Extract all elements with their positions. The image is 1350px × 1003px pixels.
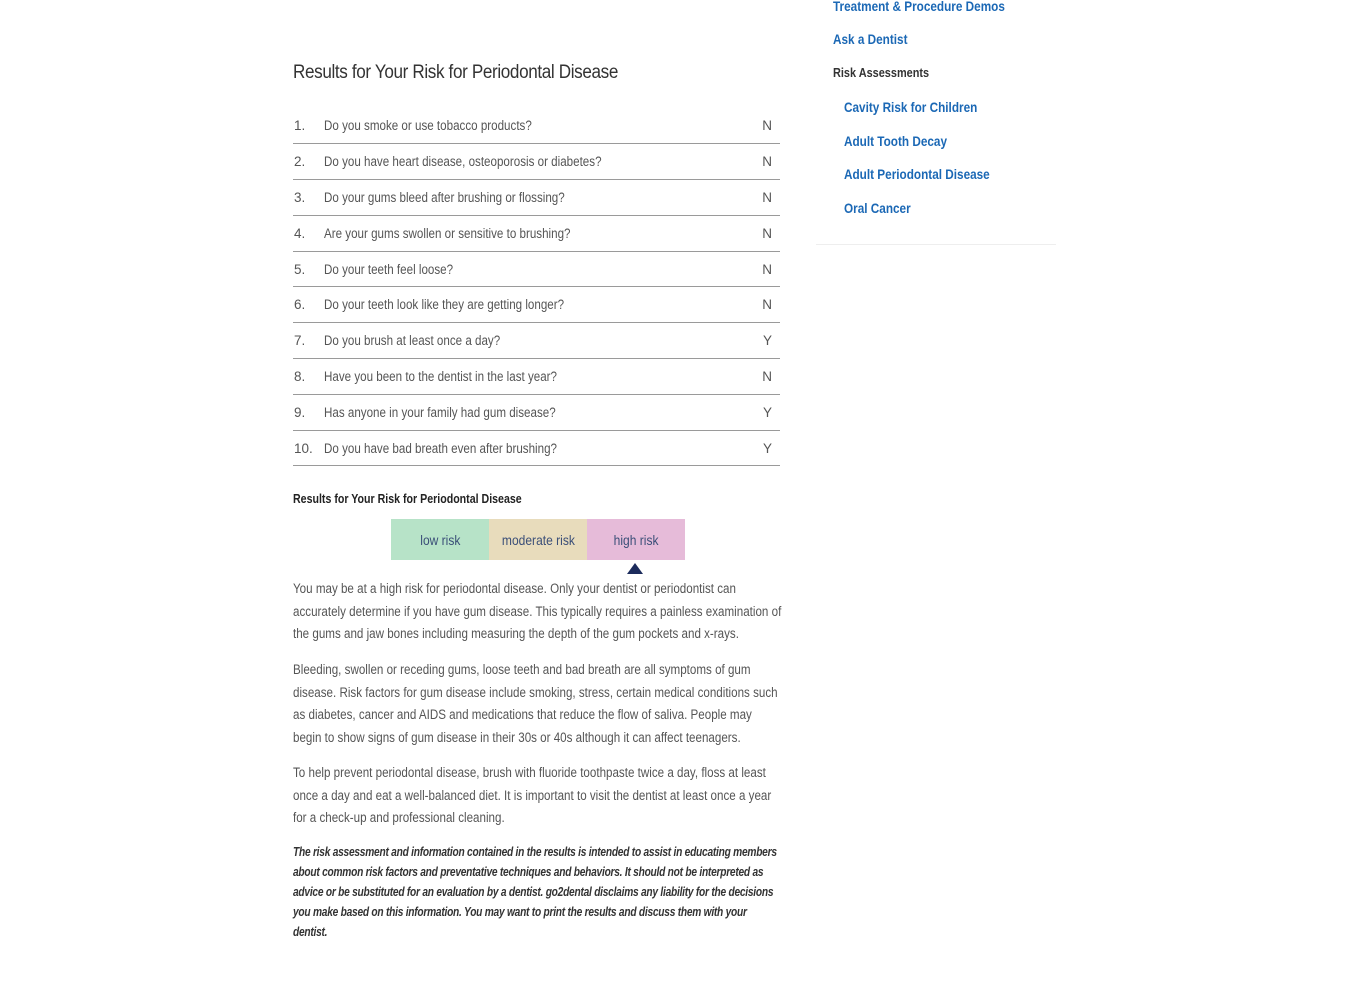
risk-high-segment xyxy=(587,519,685,560)
table-row xyxy=(293,430,780,466)
page-title: Results for Your Risk for Periodontal Disease xyxy=(293,62,619,83)
table-row xyxy=(293,394,780,430)
sidebar-item-ask-dentist[interactable]: Ask a Dentist xyxy=(833,31,908,47)
question-text-cell xyxy=(324,144,742,180)
question-text: Do you have heart disease, osteoporosis or diabetes? xyxy=(324,154,602,170)
risk-moderate-label: moderate risk xyxy=(501,531,575,548)
sidebar-item-adult-periodontal[interactable]: Adult Periodontal Disease xyxy=(844,166,990,182)
question-text: Has anyone in your family had gum disease? xyxy=(324,404,556,420)
question-number: 4. xyxy=(294,225,306,241)
table-row xyxy=(293,287,780,323)
question-text-cell xyxy=(324,394,742,430)
risk-pointer-icon xyxy=(627,563,643,574)
sidebar-item-cavity-children[interactable]: Cavity Risk for Children xyxy=(844,99,978,115)
sidebar-nav xyxy=(816,0,1056,245)
question-answer: Y xyxy=(762,333,772,349)
table-row xyxy=(293,215,780,251)
table-row xyxy=(293,108,780,144)
risk-low-segment xyxy=(391,519,489,560)
question-answer: Y xyxy=(762,404,772,420)
risk-meter xyxy=(391,519,685,560)
question-answer: N xyxy=(762,297,772,313)
questions-table xyxy=(293,108,780,466)
prevention-paragraph: To help prevent periodontal disease, brush with fluoride toothpaste twice a day, floss at least once a day and eat a well-balanced diet. It is important to visit the dentist at least once a year for a check-up and professional cleaning. xyxy=(293,765,772,826)
question-answer: N xyxy=(762,154,772,170)
sidebar-section-risk-assessments: Risk Assessments xyxy=(833,65,930,80)
question-text-cell xyxy=(324,359,742,395)
question-number: 7. xyxy=(294,333,306,349)
question-text: Do your teeth feel loose? xyxy=(324,261,454,277)
question-number: 9. xyxy=(294,404,306,420)
table-row xyxy=(293,359,780,395)
question-answer: N xyxy=(762,189,772,205)
question-number: 6. xyxy=(294,297,306,313)
question-text: Do you have bad breath even after brushing? xyxy=(324,440,558,456)
sidebar-item-adult-tooth-decay[interactable]: Adult Tooth Decay xyxy=(844,133,948,149)
question-answer: Y xyxy=(762,440,772,456)
question-text: Do you brush at least once a day? xyxy=(324,333,501,349)
question-text: Have you been to the dentist in the last year? xyxy=(324,368,558,384)
result-paragraph: You may be at a high risk for periodontal disease. Only your dentist or periodontist can accurately determine if you have gum disease. This typically requires a painless examination of the gums and jaw bones including measuring the depth of the gum pockets and x-rays. xyxy=(293,581,782,642)
question-text-cell xyxy=(324,108,742,144)
table-row xyxy=(293,251,780,287)
question-answer: N xyxy=(762,368,772,384)
question-text: Do you smoke or use tobacco products? xyxy=(324,118,532,134)
question-text: Are your gums swollen or sensitive to brushing? xyxy=(324,225,571,241)
table-row xyxy=(293,323,780,359)
risk-high-label: high risk xyxy=(613,531,659,548)
risk-moderate-segment xyxy=(489,519,587,560)
table-row xyxy=(293,144,780,180)
question-number: 3. xyxy=(294,189,306,205)
sidebar-item-treatment-demos[interactable]: Treatment & Procedure Demos xyxy=(833,0,1005,14)
symptoms-paragraph: Bleeding, swollen or receding gums, loose teeth and bad breath are all symptoms of gum disease. Risk factors for gum disease include smoking, stress, certain medical conditions such as diabetes, cancer and AIDS and medications that reduce the flow of saliva. People may begin to show signs of gum disease in their 30s or 40s although it can affect teenagers. xyxy=(293,662,778,746)
question-answer: N xyxy=(762,118,772,134)
question-text: Do your teeth look like they are getting longer? xyxy=(324,297,565,313)
question-answer: N xyxy=(762,261,772,277)
table-row xyxy=(293,180,780,216)
sidebar-item-oral-cancer[interactable]: Oral Cancer xyxy=(844,200,911,216)
question-text-cell xyxy=(324,323,742,359)
question-text: Do your gums bleed after brushing or flossing? xyxy=(324,189,565,205)
question-answer: N xyxy=(762,225,772,241)
question-number: 1. xyxy=(294,118,306,134)
question-number: 8. xyxy=(294,368,306,384)
question-number: 2. xyxy=(294,154,306,170)
results-heading: Results for Your Risk for Periodontal Disease xyxy=(293,492,522,506)
question-text-cell xyxy=(324,251,742,287)
disclaimer: The risk assessment and information contained in the results is intended to assist in educating members about common risk factors and preventative techniques and behaviors. It should not be interpreted as advice or be substituted for an evaluation by a dentist. go2dental disclaims any liability for the decisions you make based on this information. You may want to print the results and discuss them with your dentist. xyxy=(293,845,777,939)
risk-low-label: low risk xyxy=(419,531,461,548)
question-number: 5. xyxy=(294,261,306,277)
question-text-cell xyxy=(324,430,742,466)
question-text-cell xyxy=(324,287,742,323)
question-text-cell xyxy=(324,215,742,251)
question-text-cell xyxy=(324,180,742,216)
question-number: 10. xyxy=(294,440,313,456)
